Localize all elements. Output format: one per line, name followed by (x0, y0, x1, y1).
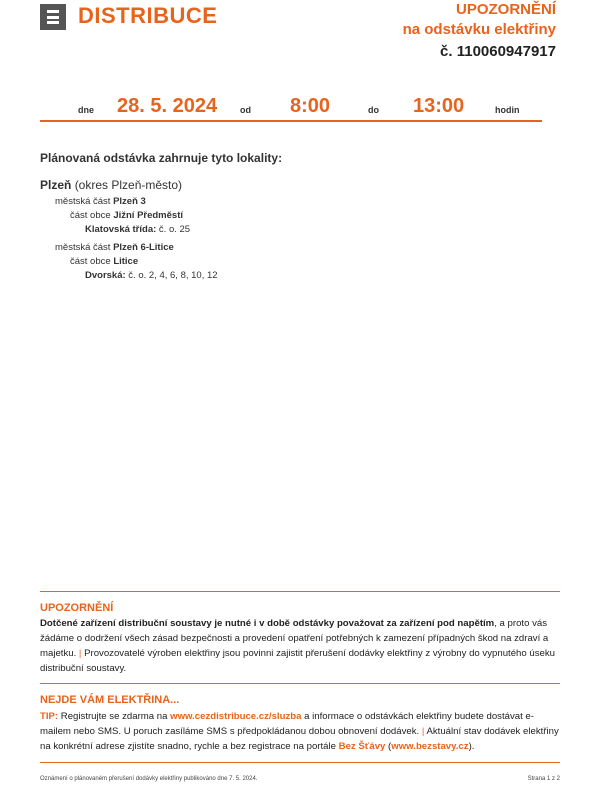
brand-name: DISTRIBUCE (78, 3, 218, 28)
hours-label: hodin (495, 105, 520, 115)
page-number: Strana 1 z 2 (527, 776, 560, 782)
part-name: Litice (113, 256, 139, 267)
district-name: Plzeň 3 (113, 196, 146, 207)
street-line (85, 223, 190, 237)
part-line: část obce Jižní Předměstí (70, 210, 184, 221)
cez-logo-mark-icon (40, 4, 66, 30)
to-label: do (368, 105, 379, 115)
portal-link[interactable]: www.bezstavy.cz (391, 741, 469, 752)
district-name: Plzeň 6-Litice (113, 242, 174, 253)
house-numbers: č. o. 2, 4, 6, 8, 10, 12 (125, 270, 218, 281)
street-name: Klatovská třída: (85, 224, 157, 235)
street-line (85, 269, 218, 283)
district-line: městská část Plzeň 6-Litice (55, 242, 174, 253)
notice-header (403, 0, 556, 64)
outage-time-row (40, 90, 542, 122)
outage-date: 28. 5. 2024 (117, 95, 218, 117)
from-label: od (240, 105, 251, 115)
tip-title: NEJDE VÁM ELEKTŘINA... (40, 694, 180, 706)
notice-subtitle: na odstávku elektřiny (402, 21, 556, 38)
publication-note: Oznámení o plánovaném přerušení dodávky elektřiny publikováno dne 7. 5. 2024. (40, 776, 258, 782)
city-heading (40, 178, 182, 192)
part-name: Jižní Předměstí (113, 210, 184, 221)
date-label: dne (78, 105, 95, 115)
section-divider (40, 683, 560, 684)
outage-to: 13:00 (413, 95, 465, 117)
cez-logo (40, 2, 240, 30)
notice-number: č. 110060947917 (440, 43, 556, 60)
localities-intro: Plánovaná odstávka zahrnuje tyto lokality: (40, 151, 283, 165)
section-divider (40, 591, 560, 592)
portal-name: Bez Šťávy (338, 741, 386, 752)
district-line: městská část Plzeň 3 (55, 196, 146, 207)
city-district: (okres Plzeň-město) (74, 178, 183, 192)
tip-text: TIP: Registrujte se zdarma na www.cezdistribuce.cz/sluzba a informace o odstávkách elektřiny budete dostávat e-mailem nebo SMS. U poruch zasíláme SMS s předpokládanou dobou obnovení dodávek. | Aktuální stav dodávek elektřiny na konkrétní adrese zjistíte snadno, rychle a bez registrace na portále Bez Šťávy (www.bezstavy.cz). (40, 711, 559, 752)
warning-title: UPOZORNĚNÍ (40, 602, 114, 614)
part-line: část obce Litice (70, 256, 139, 267)
registration-link[interactable]: www.cezdistribuce.cz/sluzba (170, 711, 302, 722)
warning-text: Dotčené zařízení distribuční soustavy je nutné i v době odstávky považovat za zařízení pod napětím, a proto vás žádáme o dodržení všech zásad bezpečnosti a provedení opatření potřebných k zamezení případných škod na zdraví a majetku. | Provozovatelé výroben elektřiny jsou povinni zajistit přerušení dodávky elektřiny z výrobny do vypnutého úseku distribuční soustavy. (40, 618, 555, 674)
notice-title: UPOZORNĚNÍ (455, 1, 556, 18)
house-numbers: č. o. 25 (156, 224, 191, 235)
section-divider (40, 762, 560, 763)
street-name: Dvorská: (85, 270, 126, 281)
city-name: Plzeň (40, 178, 72, 192)
outage-from: 8:00 (290, 95, 331, 117)
